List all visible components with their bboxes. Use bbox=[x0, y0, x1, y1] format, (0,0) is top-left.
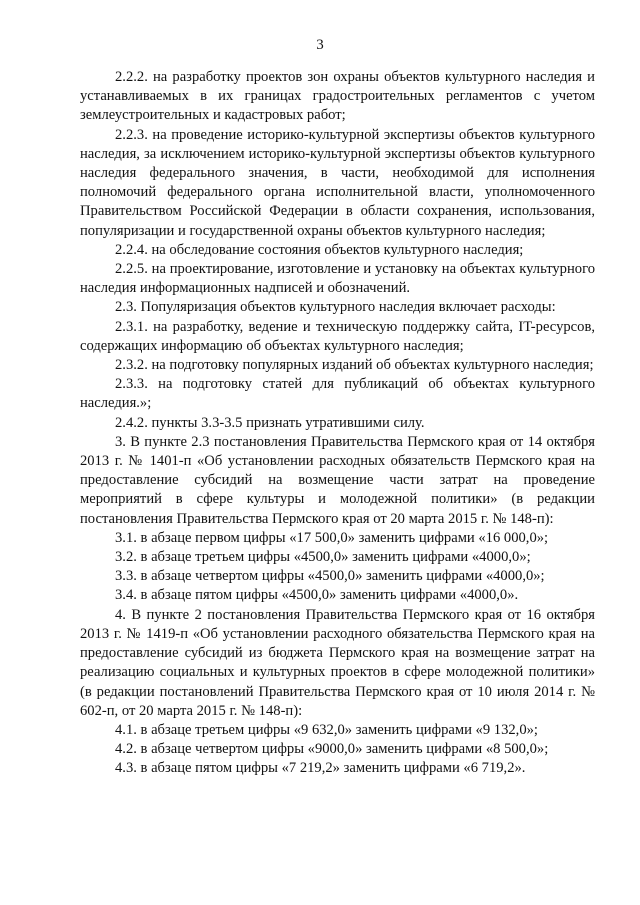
document-body bbox=[80, 68, 595, 779]
paragraph-4-1: 4.1. в абзаце третьем цифры «9 632,0» заменить цифрами «9 132,0»; bbox=[115, 721, 538, 738]
paragraph-4: 4. В пункте 2 постановления Правительства Пермского края от 16 октября 2013 г. № 1419-п «Об установлении расходного обязательства Пермского края на предоставление субсидий из бюджета Пермского края на возмещение затрат на реализацию социальных и культурных проектов в сфере молодежной политики» (в редакции постановлений Правительства Пермского края от 10 июля 2014 г. № 602-п, от 20 марта 2015 г. № 148-п): bbox=[80, 606, 595, 719]
paragraph-2-3-3: 2.3.3. на подготовку статей для публикаций об объектах культурного наследия.»; bbox=[80, 376, 595, 412]
paragraph-4-3: 4.3. в абзаце пятом цифры «7 219,2» заменить цифрами «6 719,2». bbox=[115, 760, 526, 777]
paragraph-3-3: 3.3. в абзаце четвертом цифры «4500,0» заменить цифрами «4000,0»; bbox=[115, 568, 545, 585]
paragraph-3-4: 3.4. в абзаце пятом цифры «4500,0» заменить цифрами «4000,0». bbox=[115, 587, 519, 604]
paragraph-3: 3. В пункте 2.3 постановления Правительства Пермского края от 14 октября 2013 г. № 1401-п «Об установлении расходных обязательств Пермского края на предоставление субсидий на возмещение части затрат на проведение мероприятий в сфере культуры и молодежной политики» (в редакции постановления Правительства Пермского края от 20 марта 2015 г. № 148-п): bbox=[80, 433, 595, 527]
paragraph-2-3-2: 2.3.2. на подготовку популярных изданий об объектах культурного наследия; bbox=[115, 357, 594, 374]
paragraph-2-2-2: 2.2.2. на разработку проектов зон охраны объектов культурного наследия и устанавливаемых в их границах градостроительных регламентов с учетом землеустроительных и кадастровых работ; bbox=[80, 69, 595, 124]
page-number: 3 bbox=[316, 37, 324, 53]
paragraph-2-2-4: 2.2.4. на обследование состояния объектов культурного наследия; bbox=[115, 241, 524, 258]
paragraph-2-3-1: 2.3.1. на разработку, ведение и техническую поддержку сайта, IT-ресурсов, содержащих информацию об объектах культурного наследия; bbox=[80, 318, 595, 354]
paragraph-2-2-5: 2.2.5. на проектирование, изготовление и установку на объектах культурного наследия информационных надписей и обозначений. bbox=[80, 261, 595, 297]
paragraph-3-1: 3.1. в абзаце первом цифры «17 500,0» заменить цифрами «16 000,0»; bbox=[115, 529, 549, 546]
paragraph-2-4-2: 2.4.2. пункты 3.3-3.5 признать утратившими силу. bbox=[115, 414, 425, 431]
paragraph-2-2-3: 2.2.3. на проведение историко-культурной экспертизы объектов культурного наследия, за исключением историко-культурной экспертизы объектов культурного наследия федерального значения, в части, необходимой для исполнения полномочий федерального органа исполнительной власти, уполномоченного Правительством Российской Федерации в области сохранения, использования, популяризации и государственной охраны объектов культурного наследия; bbox=[80, 126, 595, 239]
paragraph-3-2: 3.2. в абзаце третьем цифры «4500,0» заменить цифрами «4000,0»; bbox=[115, 549, 531, 566]
paragraph-2-3: 2.3. Популяризация объектов культурного наследия включает расходы: bbox=[115, 299, 556, 316]
paragraph-4-2: 4.2. в абзаце четвертом цифры «9000,0» заменить цифрами «8 500,0»; bbox=[115, 741, 549, 758]
